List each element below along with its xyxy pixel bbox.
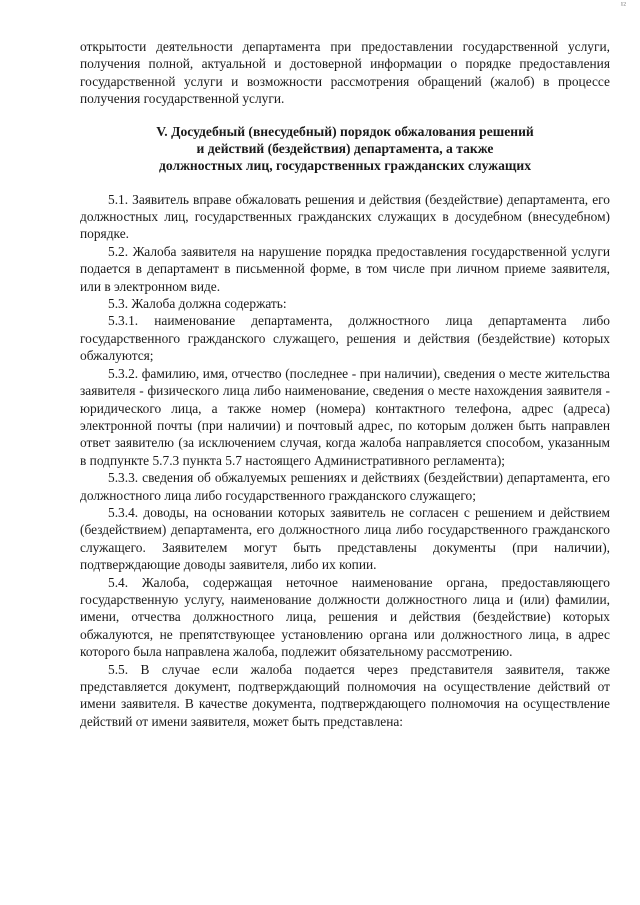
paragraph-5-3-3: 5.3.3. сведения об обжалуемых решениях и действиях (бездействии) департамента, его должностного лица либо государственного гражданского служащего; (80, 470, 610, 503)
paragraph-5-3-1: 5.3.1. наименование департамента, должностного лица департамента либо государственного гражданского служащего, решения и действия (бездействие) которых обжалуются; (80, 313, 610, 364)
page-corner-mark: ¹² (620, 0, 626, 10)
intro-paragraph: открытости деятельности департамента при предоставлении государственной услуги, получения полной, актуальной и достоверной информации о порядке предоставления государственной услуги и возможности рассмотрения обращений (жалоб) в процессе получения государственной услуги. (80, 39, 610, 107)
section-heading-line-1: V. Досудебный (внесудебный) порядок обжалования решений (156, 123, 534, 139)
section-heading-line-2: и действий (бездействия) департамента, а также (196, 140, 494, 156)
paragraph-5-2: 5.2. Жалоба заявителя на нарушение порядка предоставления государственной услуги подается в департамент в письменной форме, в том числе при личном приеме заявителя, или в электронном виде. (80, 243, 610, 294)
paragraph-5-3-4: 5.3.4. доводы, на основании которых заявитель не согласен с решением и действием (бездействием) департамента, его должностного лица либо государственного гражданского служащего. Заявителем могут быть представлены документы (при наличии), подтверждающие доводы заявителя, либо их копии. (80, 504, 610, 573)
section-heading-line-3: должностных лиц, государственных гражданских служащих (158, 157, 532, 173)
paragraph-5-1: 5.1. Заявитель вправе обжаловать решения и действия (бездействие) департамента, его должностных лиц, государственных гражданских служащих в досудебном (внесудебном) порядке. (80, 191, 610, 242)
paragraph-5-4: 5.4. Жалоба, содержащая неточное наименование органа, предоставляющего государственную услугу, наименование должности должностного лица и (или) фамилии, имени, отчества должностного лица, решения и действия (бездействие) которых обжалуются, не препятствующее установлению органа или должностного лица, в адрес которого была направлена жалоба, подлежит обязательному рассмотрению. (80, 574, 610, 660)
paragraph-5-3: 5.3. Жалоба должна содержать: (108, 296, 287, 312)
paragraph-5-3-2: 5.3.2. фамилию, имя, отчество (последнее - при наличии), сведения о месте жительства заявителя - физического лица либо наименование, сведения о месте нахождения заявителя - юридического лица, а также номер (номера) контактного телефона, адрес (адреса) электронной почты (при наличии) и почтовый адрес, по которым должен быть направлен ответ заявителю (за исключением случая, когда жалоба направляется способом, указанным в подпункте 5.7.3 пункта 5.7 настоящего Административного регламента); (80, 365, 610, 468)
section-heading (80, 123, 610, 174)
paragraph-5-5: 5.5. В случае если жалоба подается через представителя заявителя, также представляется документ, подтверждающий полномочия на осуществление действий от имени заявителя. В качестве документа, подтверждающего полномочия на осуществление действий от имени заявителя, может быть представлена: (80, 661, 610, 729)
